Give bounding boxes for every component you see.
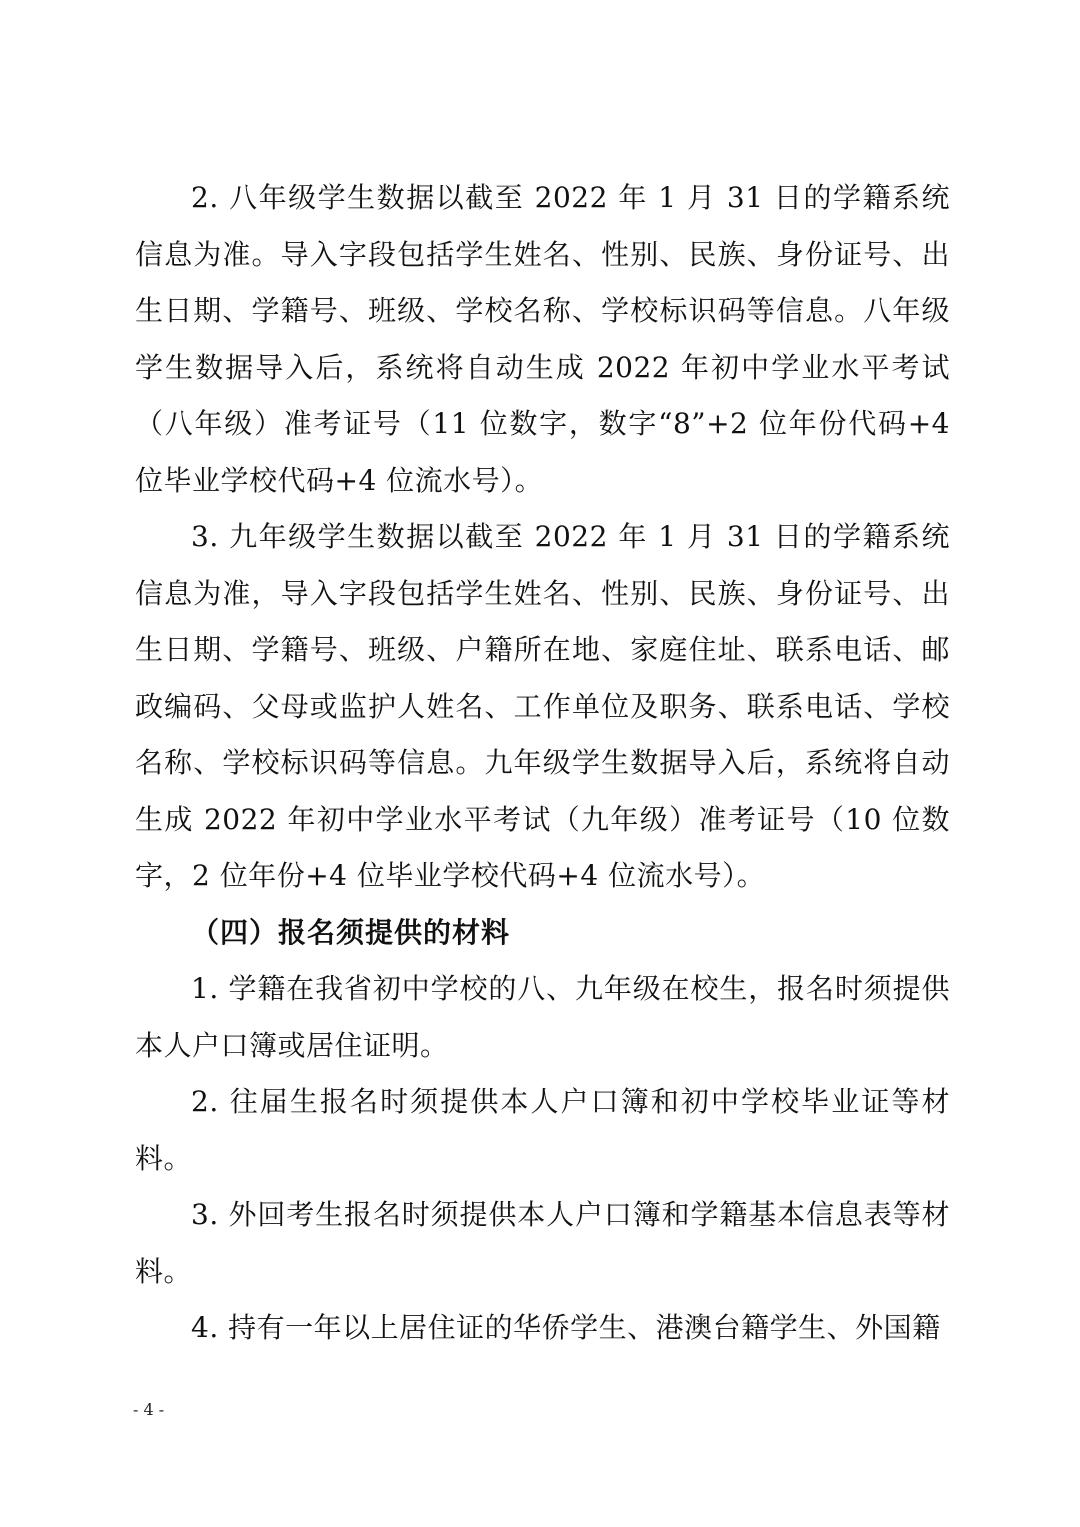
paragraph-grade8-data: 2. 八年级学生数据以截至 2022 年 1 月 31 日的学籍系统信息为准。导入字段包括学生姓名、性别、民族、身份证号、出生日期、学籍号、班级、学校名称、学校标识码等信息。八年级学生数据导入后，系统将自动生成 2022 年初中学业水平考试（八年级）准考证号（11 位数字，数字“8”+2 位年份代码+4 位毕业学校代码+4 位流水号）。 [135, 181, 950, 497]
section-heading-materials: （四）报名须提供的材料 [191, 915, 511, 949]
page-number: - 4 - [133, 1400, 165, 1419]
document-body [135, 170, 950, 1357]
paragraph-material-2: 2. 往届生报名时须提供本人户口簿和初中学校毕业证等材料。 [135, 1085, 950, 1175]
paragraph-grade9-data: 3. 九年级学生数据以截至 2022 年 1 月 31 日的学籍系统信息为准，导入字段包括学生姓名、性别、民族、身份证号、出生日期、学籍号、班级、户籍所在地、家庭住址、联系电话、邮政编码、父母或监护人姓名、工作单位及职务、联系电话、学校名称、学校标识码等信息。九年级学生数据导入后，系统将自动生成 2022 年初中学业水平考试（九年级）准考证号（10 位数字，2 位年份+4 位毕业学校代码+4 位流水号）。 [135, 520, 950, 892]
paragraph-material-1: 1. 学籍在我省初中学校的八、九年级在校生，报名时须提供本人户口簿或居住证明。 [135, 972, 950, 1062]
paragraph-material-4: 4. 持有一年以上居住证的华侨学生、港澳台籍学生、外国籍 [191, 1311, 941, 1344]
paragraph-material-3: 3. 外回考生报名时须提供本人户口簿和学籍基本信息表等材料。 [135, 1198, 950, 1288]
